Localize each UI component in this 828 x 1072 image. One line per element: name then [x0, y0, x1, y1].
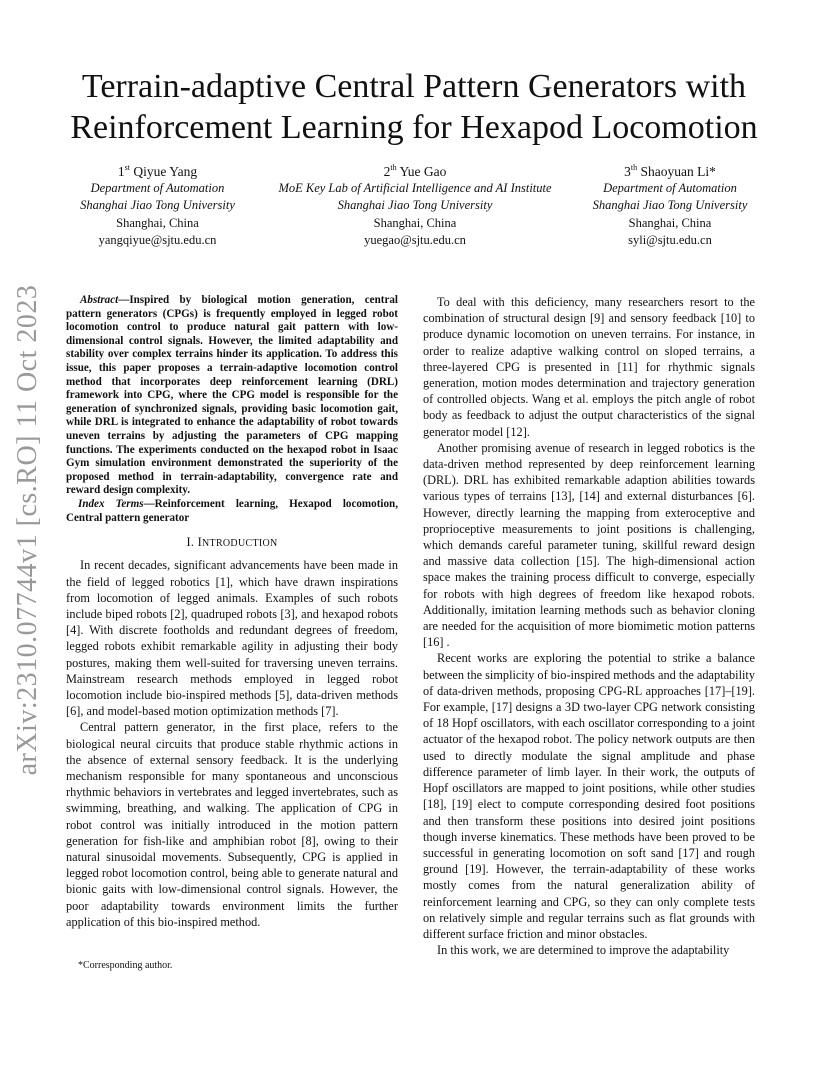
- index-terms: Index Terms—Reinforcement learning, Hexapod locomotion, Central pattern generator: [66, 497, 398, 524]
- paragraph: In recent decades, significant advancements have been made in the field of legged robotics [1], which have drawn inspirations from locomotion of legged animals. Examples of such robots include biped robots [2], quadruped robots [3], and hexapod robots [4]. With discrete footholds and redundant degrees of freedom, legged robots exhibit remarkable agility in adjusting their body postures, making them well-suited for traversing uneven terrains. Mainstream research methods employed in legged robot locomotion include bio-inspired methods [5], data-driven methods [6], and model-based motion optimization methods [7].: [66, 558, 398, 719]
- author-3-email[interactable]: syli@sjtu.edu.cn: [628, 232, 712, 247]
- author-2-dept: MoE Key Lab of Artificial Intelligence and AI Institute: [278, 181, 552, 196]
- footnote: *Corresponding author.: [78, 960, 173, 971]
- abstract: Abstract—Inspired by biological motion generation, central pattern generators (CPGs) is frequently employed in legged robot locomotion control to produce natural gait pattern with low-dimensional control signals. However, the limited adaptability and stability over complex terrains hinder its application. To address this issue, this paper proposes a terrain-adaptive locomotion control method that incorporates deep reinforcement learning (DRL) framework into CPG, where the CPG model is responsible for the generation of synchronized signals, providing basic locomotion gait, while DRL is integrated to enhance the adaptability of robot towards uneven terrains by adjusting the parameters of CPG mapping functions. The experiments conducted on the hexapod robot in Isaac Gym simulation environment demonstrated the superiority of the proposed method in terrain-adaptability, convergence rate and reward design complexity.: [66, 294, 398, 497]
- arxiv-identifier: arXiv:2310.07744v1 [cs.RO] 11 Oct 2023: [12, 284, 43, 776]
- paragraph: In this work, we are determined to improve the adaptability: [437, 943, 730, 958]
- author-2-location: Shanghai, China: [373, 215, 457, 230]
- paper-title: Terrain-adaptive Central Pattern Generators with Reinforcement Learning for Hexapod Locomotion: [70, 68, 758, 146]
- author-1: 1st Qiyue Yang Department of Automation Shanghai Jiao Tong University Shanghai, China yangqiyue@sjtu.edu.cn: [60, 163, 255, 249]
- author-2: 2th Yue Gao MoE Key Lab of Artificial Intelligence and AI Institute Shanghai Jiao Tong University Shanghai, China yuegao@sjtu.edu.cn: [235, 163, 595, 249]
- author-3-dept: Department of Automation: [603, 181, 737, 196]
- author-1-dept: Department of Automation: [90, 181, 225, 196]
- paragraph: Recent works are exploring the potential to strike a balance between the simplicity of bio-inspired methods and the adaptability of data-driven methods, proposing CPG-RL approaches [17]–[19]. For example, [17] designs a 3D two-layer CPG network consisting of 18 Hopf oscillators, with each oscillator corresponding to a joint actuator of the hexapod robot. The policy network outputs are then used to directly modulate the signal amplitude and phase difference parameter of limb layer. In their work, the outputs of Hopf oscillators are mapped to joint positions, while other studies [18], [19] elect to compute corresponding desired foot positions and then transform these positions into desired joint positions though inverse kinematics. These methods have been proved to be successful in generating locomotion on soft sand [17] and rough ground [19]. However, the terrain-adaptability of these works mostly comes from the natural generalization ability of reinforcement learning and CPG, so they can only complete tests on relatively simple and regular terrains such as flat grounds with different surface friction and minor obstacles.: [423, 651, 755, 941]
- author-3-inst: Shanghai Jiao Tong University: [592, 198, 748, 213]
- author-1-email[interactable]: yangqiyue@sjtu.edu.cn: [98, 232, 217, 247]
- paragraph: Central pattern generator, in the first place, refers to the biological neural circuits that produce stable rhythmic actions in the absence of external sensory feedback. It is the underlying mechanism responsible for many spontaneous and unconscious rhythmic behaviors in vertebrates and legged invertebrates, such as swimming, breathing, and walking. The application of CPG in robot control was initially introduced in the motion pattern generation for fish-like and amphibian robot [8], owing to their natural sinusoidal movements. Subsequently, CPG is applied in legged robot locomotion control, being able to generate natural and bionic gaits with low-dimensional control signals. However, the poor adaptability towards environment limits the further application of this bio-inspired method.: [66, 720, 398, 929]
- section-heading-introduction: I. INTRODUCTION: [186, 535, 278, 550]
- author-3-location: Shanghai, China: [628, 215, 712, 230]
- author-2-inst: Shanghai Jiao Tong University: [337, 198, 493, 213]
- author-3: 3th Shaoyuan Li* Department of Automation Shanghai Jiao Tong University Shanghai, China syli@sjtu.edu.cn: [570, 163, 770, 249]
- right-column: [423, 294, 755, 958]
- paragraph: Another promising avenue of research in legged robotics is the data-driven method represented by deep reinforcement learning (DRL). DRL has exhibited remarkable adaption abilities towards various types of terrains [13], [14] and external disturbances [6]. However, directly learning the mapping from exteroceptive and proprioceptive measurements to joint positions is challenging, which demands careful parameter tuning, skillful reward design and massive data collection [15]. The high-dimensional action space makes the training process difficult to converge, especially for robots with high degrees of freedom like hexapod robots. Additionally, imitation learning methods such as behavior cloning are needed for the acquisition of more biomimetic motion patterns [16] .: [423, 440, 755, 650]
- author-2-email[interactable]: yuegao@sjtu.edu.cn: [364, 232, 466, 247]
- paragraph: To deal with this deficiency, many researchers resort to the combination of structural design [9] and sensory feedback [10] to produce dynamic locomotion on uneven terrains. For instance, in order to realize adaptive walking control on sloped terrains, a three-layered CPG is presented in [11] for rhythmic signals generation, motion modes determination and trajectory generation of controlled objects. Wang et al. employs the pitch angle of robot body as feedback to adjust the output characteristics of the signal generator model [12].: [423, 295, 755, 439]
- author-1-inst: Shanghai Jiao Tong University: [80, 198, 235, 213]
- author-1-location: Shanghai, China: [116, 215, 199, 230]
- left-column: [66, 294, 398, 930]
